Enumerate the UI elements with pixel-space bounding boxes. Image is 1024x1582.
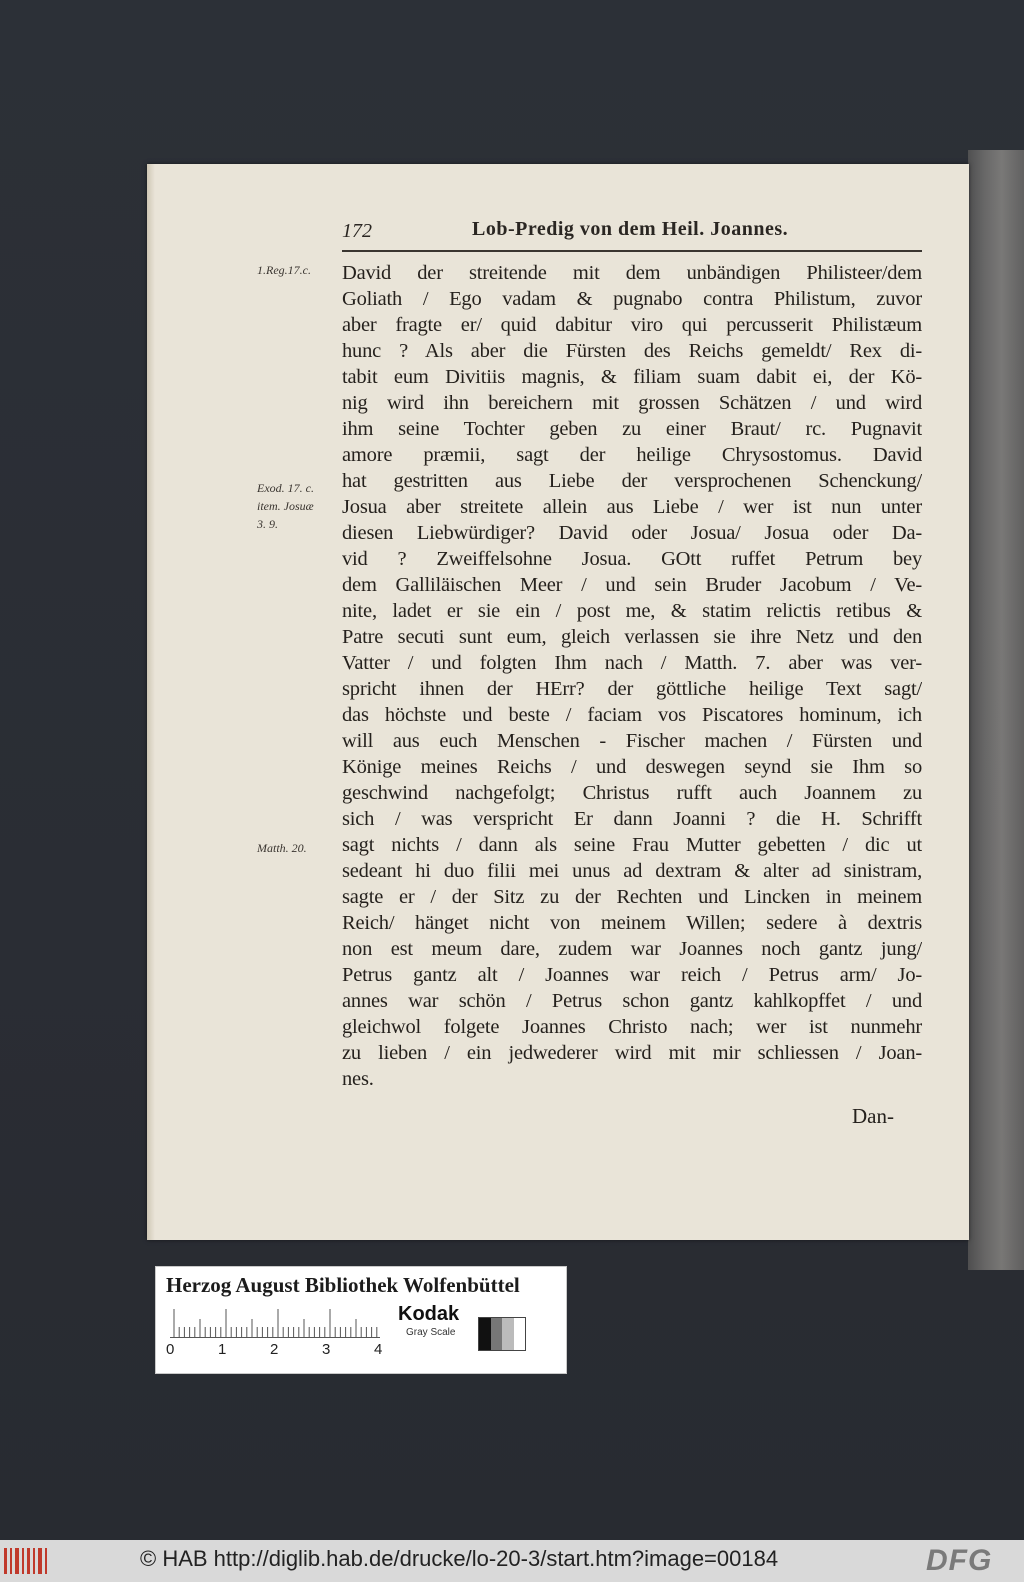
text-line: sich / was verspricht Er dann Joanni ? die H. Schrifft bbox=[342, 808, 922, 830]
color-reference-card bbox=[155, 1266, 567, 1374]
text-line: diesen Liebwürdiger? David oder Josua/ Josua oder Da- bbox=[342, 522, 922, 544]
text-line: nig wird ihn bereichern mit grossen Schätzen / und wird bbox=[342, 392, 922, 414]
gray-scale-patches bbox=[478, 1317, 526, 1351]
text-line: tabit eum Divitiis magnis, & filiam suam dabit ei, der Kö- bbox=[342, 366, 922, 388]
ruler-ticks bbox=[170, 1307, 380, 1337]
text-line: das höchste und beste / faciam vos Piscatores hominum, ich bbox=[342, 704, 922, 726]
text-line: David der streitende mit dem unbändigen Philisteer/dem bbox=[342, 262, 922, 284]
kodak-subtitle: Gray Scale bbox=[406, 1327, 456, 1338]
ruler-label: 0 bbox=[166, 1341, 175, 1358]
page-number: 172 bbox=[342, 220, 372, 242]
dfg-logo: DFG bbox=[926, 1544, 993, 1577]
text-line: nite, ladet er sie ein / post me, & statim relictis retibus & bbox=[342, 600, 922, 622]
text-line: annes war schön / Petrus schon gantz kahlkopffet / und bbox=[342, 990, 922, 1012]
margin-note: item. Josuæ bbox=[257, 499, 314, 513]
page-header bbox=[342, 216, 922, 250]
text-line: Könige meines Reichs / und deswegen seynd sie Ihm so bbox=[342, 756, 922, 778]
text-line: vid ? Zweiffelsohne Josua. GOtt ruffet Petrum bey bbox=[342, 548, 922, 570]
text-line: sedeant hi duo filii mei unus ad dextram & alter ad sinistram, bbox=[342, 860, 922, 882]
gray-patch bbox=[491, 1318, 503, 1350]
ruler-label: 3 bbox=[322, 1341, 331, 1358]
text-line: hunc ? Als aber die Fürsten des Reichs gemeldt/ Rex di- bbox=[342, 340, 922, 362]
text-line: sagt nichts / dann als seine Frau Mutter gebetten / dic ut bbox=[342, 834, 922, 856]
running-head: Lob-Predig von dem Heil. Joannes. bbox=[472, 218, 789, 240]
ruler-label: 1 bbox=[218, 1341, 227, 1358]
text-line: Petrus gantz alt / Joannes war reich / Petrus arm/ Jo- bbox=[342, 964, 922, 986]
text-line: amore præmii, sagt der heilige Chrysostomus. David bbox=[342, 444, 922, 466]
kodak-logo: Kodak bbox=[398, 1303, 460, 1325]
catchword: Dan- bbox=[852, 1104, 894, 1128]
text-line: Vatter / und folgten Ihm nach / Matth. 7. aber was ver- bbox=[342, 652, 922, 674]
text-line: gleichwol folgete Joannes Christo nach; wer ist nunmehr bbox=[342, 1016, 922, 1038]
text-line: sagte er / der Sitz zu der Rechten und Lincken in meinem bbox=[342, 886, 922, 908]
text-line: zu lieben / ein jedwederer wird mit mir schliessen / Joan- bbox=[342, 1042, 922, 1064]
ruler-label: 2 bbox=[270, 1341, 279, 1358]
text-line: hat gestritten aus Liebe der versprochenen Schenckung/ bbox=[342, 470, 922, 492]
text-line: spricht ihnen der HErr? der göttliche heilige Text sagt/ bbox=[342, 678, 922, 700]
text-line: Patre secuti sunt eum, gleich verlassen sie ihre Netz und den bbox=[342, 626, 922, 648]
ruler bbox=[170, 1307, 380, 1338]
text-line: ihm seine Tochter geben zu einer Braut/ rc. Pugnavit bbox=[342, 418, 922, 440]
text-line: geschwind nachgefolgt; Christus rufft auch Joannem zu bbox=[342, 782, 922, 804]
text-line: Reich/ hänget nicht von meinem Willen; sedere à dextris bbox=[342, 912, 922, 934]
text-line: will aus euch Menschen - Fischer machen / Fürsten und bbox=[342, 730, 922, 752]
text-line: non est meum dare, zudem war Joannes noch gantz jung/ bbox=[342, 938, 922, 960]
library-name: Herzog August Bibliothek Wolfenbüttel bbox=[166, 1273, 520, 1297]
margin-note: 3. 9. bbox=[257, 517, 278, 531]
footer-bar bbox=[0, 1540, 1024, 1582]
gray-patch bbox=[502, 1318, 514, 1350]
text-line: dem Galliläischen Meer / und sein Bruder Jacobum / Ve- bbox=[342, 574, 922, 596]
source-link[interactable]: © HAB http://diglib.hab.de/drucke/lo-20-3/start.htm?image=00184 bbox=[140, 1546, 779, 1571]
header-rule bbox=[342, 250, 922, 252]
text-line: nes. bbox=[342, 1068, 374, 1090]
margin-note: Matth. 20. bbox=[257, 841, 307, 855]
book-page bbox=[147, 164, 969, 1240]
body-text bbox=[342, 260, 922, 1092]
hab-barcode-icon bbox=[4, 1548, 48, 1574]
text-line: aber fragte er/ quid dabitur viro qui percusserit Philistæum bbox=[342, 314, 922, 336]
next-page-edge bbox=[968, 150, 1024, 1270]
text-line: Goliath / Ego vadam & pugnabo contra Philistum, zuvor bbox=[342, 288, 922, 310]
text-line: Josua aber streitete allein aus Liebe / wer ist nun unter bbox=[342, 496, 922, 518]
ruler-label: 4 bbox=[374, 1341, 383, 1358]
ruler-labels bbox=[166, 1341, 396, 1361]
margin-note: 1.Reg.17.c. bbox=[257, 263, 311, 277]
gray-patch bbox=[479, 1318, 491, 1350]
gray-patch bbox=[514, 1318, 526, 1350]
margin-note: Exod. 17. c. bbox=[257, 481, 314, 495]
